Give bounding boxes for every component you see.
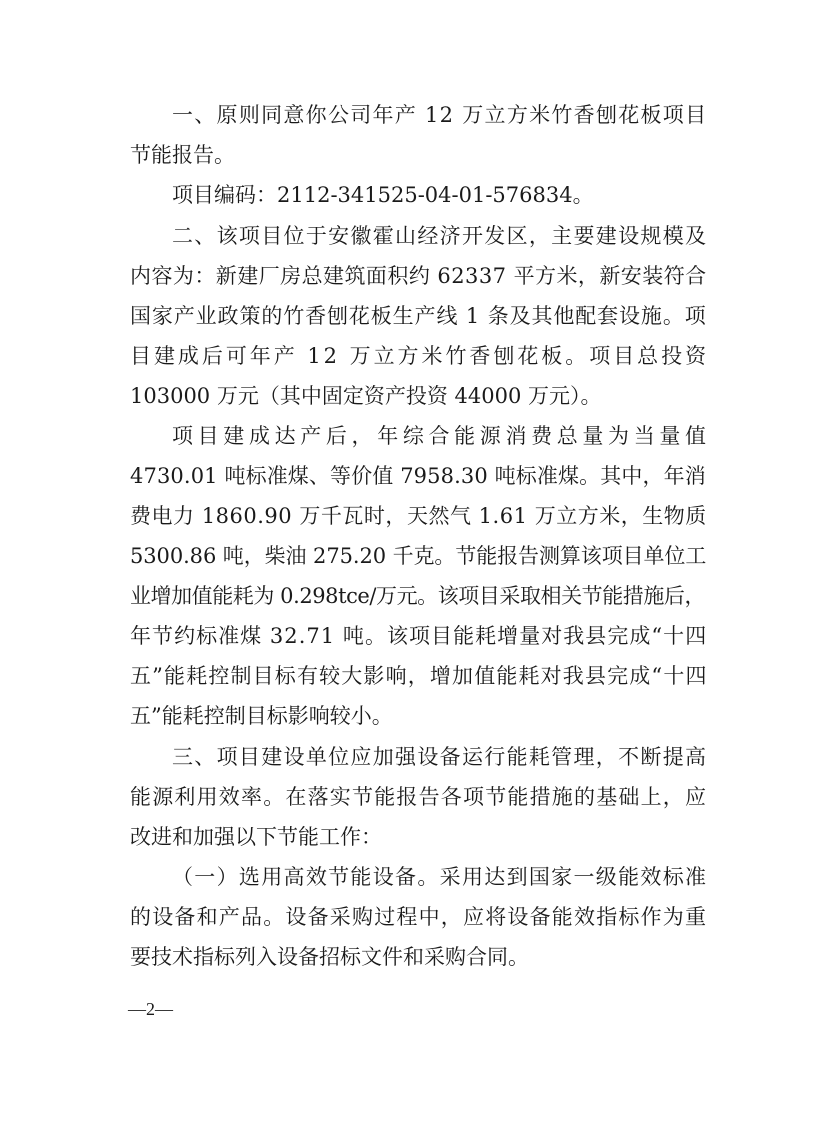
text-line: 项目编码：2112-341525-04-01-576834。 [172, 183, 594, 207]
text-line: 目建成后可年产 12 万立方米竹香刨花板。项目总投资 [130, 344, 710, 368]
text-line: 三、项目建设单位应加强设备运行能耗管理，不断提高 [172, 745, 708, 769]
text-line: 二、该项目位于安徽霍山经济开发区，主要建设规模及 [172, 224, 708, 248]
text-line: 一、原则同意你公司年产 12 万立方米竹香刨花板项目 [172, 103, 708, 127]
text-line: 改进和加强以下节能工作： [130, 825, 382, 849]
text-line: 要技术指标列入设备招标文件和采购合同。 [130, 945, 529, 969]
text-line: 年节约标准煤 32.71 吨。该项目能耗增量对我县完成“十四 [130, 624, 708, 648]
page-number: —2— [128, 999, 173, 1019]
text-line: 能源利用效率。在落实节能报告各项节能措施的基础上，应 [130, 785, 708, 809]
text-line: （一）选用高效节能设备。采用达到国家一级能效标准 [172, 865, 708, 889]
text-line: 的设备和产品。设备采购过程中，应将设备能效指标作为重 [130, 905, 708, 929]
text-line: 103000 万元（其中固定资产投资 44000 万元）。 [130, 384, 602, 408]
text-line: 五”能耗控制目标影响较小。 [130, 704, 393, 728]
text-line: 费电力 1860.90 万千瓦时，天然气 1.61 万立方米，生物质 [130, 504, 707, 528]
text-line: 五”能耗控制目标有较大影响，增加值能耗对我县完成“十四 [130, 664, 708, 688]
text-line: 内容为：新建厂房总建筑面积约 62337 平方米，新安装符合 [130, 264, 707, 288]
text-line: 业增加值能耗为 0.298tce/万元。该项目采取相关节能措施后， [130, 584, 706, 608]
text-line: 4730.01 吨标准煤、等价值 7958.30 吨标准煤。其中，年消 [130, 464, 706, 488]
text-line: 5300.86 吨，柴油 275.20 千克。节能报告测算该项目单位工 [130, 544, 707, 568]
text-line: 节能报告。 [130, 143, 235, 167]
text-line: 项目建成达产后，年综合能源消费总量为当量值 [172, 424, 711, 448]
text-line: 国家产业政策的竹香刨花板生产线 1 条及其他配套设施。项 [130, 304, 707, 328]
